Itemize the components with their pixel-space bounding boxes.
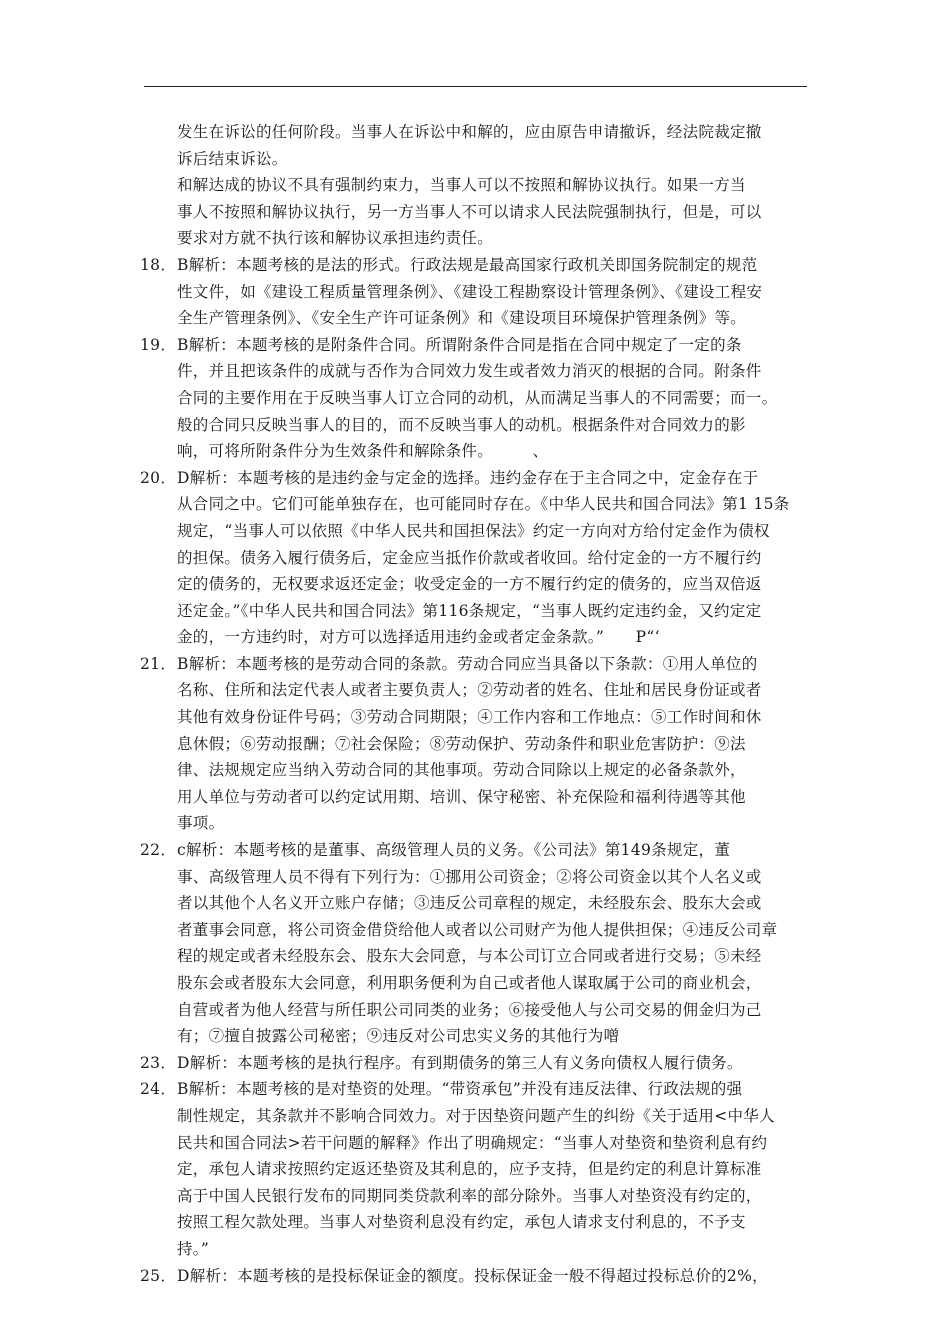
text-line: 事项。 (177, 814, 225, 833)
text-line: 按照工程欠款处理。当事人对垫资利息没有约定，承包人请求支付利息的，不予支 (177, 1213, 746, 1232)
text-line: 股东会或者股东大会同意，利用职务便利为自己或者他人谋取属于公司的商业机会， (177, 974, 762, 992)
text-line: 般的合同只反映当事人的目的，而不反映当事人的动机。根据条件对合同效力的影 (177, 415, 746, 434)
text-line: 从合同之中。它们可能单独存在，也可能同时存在。《中华人民共和国合同法》第1 15条 (177, 495, 790, 514)
text-line: 全生产管理条例》、《安全生产许可证条例》和《建设项目环境保护管理条例》等。 (177, 309, 747, 328)
text-line: 诉后结束诉讼。 (177, 149, 288, 168)
text-line: 者以其他个人名义开立账户存储；③违反公司章程的规定，未经股东会、股东大会或 (177, 894, 762, 913)
text-line: 性文件，如《建设工程质量管理条例》、《建设工程勘察设计管理条例》、《建设工程安 (177, 282, 763, 301)
text-line: 其他有效身份证件号码；③劳动合同期限；④工作内容和工作地点：⑤工作时间和休 (177, 708, 762, 727)
text-line: 件，并且把该条件的成就与否作为合同效力发生或者效力消灭的根据的合同。附条件 (177, 362, 762, 381)
item-number: 18． (140, 255, 177, 274)
text-line: 合同的主要作用在于反映当事人订立合同的动机，从而满足当事人的不同需要；而一。 (177, 388, 778, 407)
item-number: 24． (140, 1080, 177, 1099)
item-number: 23． (140, 1053, 177, 1072)
text-line: B解析：本题考核的是法的形式。行政法规是最高国家行政机关即国务院制定的规范 (177, 255, 758, 274)
text-line: 事人不按照和解协议执行，另一方当事人不可以请求人民法院强制执行，但是，可以 (177, 202, 762, 221)
text-line: 制性规定，其条款并不影响合同效力。对于因垫资问题产生的纠纷《关于适用<中华人 (177, 1106, 775, 1125)
answer-item-23 (140, 1050, 820, 1077)
text-line: 和解达成的协议不具有强制约束力，当事人可以不按照和解协议执行。如果一方当 (177, 176, 746, 195)
text-line: 事、高级管理人员不得有下列行为：①挪用公司资金；②将公司资金以其个人名义或 (177, 867, 762, 886)
text-line: 自营或者为他人经营与所任职公司同类的业务；⑥接受他人与公司交易的佣金归为己 (177, 1000, 762, 1019)
text-line: 规定，“当事人可以依照《中华人民共和国担保法》约定一方向对方给付定金作为债权 (177, 521, 770, 540)
answer-item-21 (140, 651, 820, 678)
item-number: 25． (140, 1266, 177, 1285)
text-line: 定，承包人请求按照约定返还垫资及其利息的，应予支持，但是约定的利息计算标准 (177, 1160, 762, 1179)
text-line: 要求对方就不执行该和解协议承担违约责任。 (177, 229, 494, 248)
text-line: B解析：本题考核的是附条件合同。所谓附条件合同是指在合同中规定了一定的条 (177, 335, 742, 354)
header-rule (144, 86, 807, 87)
text-line: 高于中国人民银行发布的同期同类贷款利率的部分除外。当事人对垫资没有约定的， (177, 1186, 762, 1205)
text-line: 律、法规规定应当纳入劳动合同的其他事项。劳动合同除以上规定的必备条款外， (177, 761, 746, 780)
text-line: B解析：本题考核的是对垫资的处理。“带资承包”并没有违反法律、行政法规的强 (177, 1080, 743, 1099)
text-line: B解析：本题考核的是劳动合同的条款。劳动合同应当具备以下条款：①用人单位的 (177, 654, 758, 673)
text-line: 者董事会同意，将公司资金借贷给他人或者以公司财产为他人提供担保；④违反公司章 (177, 920, 778, 939)
answer-item-24 (140, 1076, 820, 1103)
text-line: 民共和国合同法>若干问题的解释》作出了明确规定：“当事人对垫资和垫资利息有约 (177, 1133, 768, 1152)
answer-text (140, 119, 820, 1289)
text-line: 持。” (177, 1239, 210, 1258)
answer-item-25 (140, 1263, 820, 1290)
text-line: c解析：本题考核的是董事、高级管理人员的义务。《公司法》第149条规定，董 (177, 841, 731, 860)
item-number: 21． (140, 654, 177, 673)
item-number: 19． (140, 335, 177, 354)
text-line: 响，可将所附条件分为生效条件和解除条件。 、 (177, 442, 549, 461)
item-number: 20． (140, 468, 177, 487)
text-line: 有；⑦擅自披露公司秘密；⑨违反对公司忠实义务的其他行为噌 (177, 1027, 620, 1046)
text-line: 的担保。债务入履行债务后，定金应当抵作价款或者收回。给付定金的一方不履行约 (177, 548, 762, 567)
text-line: 金的，一方违约时，对方可以选择适用违约金或者定金条款。” P“‘ (177, 628, 660, 647)
text-line: 定的债务的，无权要求返还定金；收受定金的一方不履行约定的债务的，应当双倍返 (177, 575, 762, 594)
text-line: 息休假；⑥劳动报酬；⑦社会保险；⑧劳动保护、劳动条件和职业危害防护：⑨法 (177, 734, 746, 753)
text-line: 名称、住所和法定代表人或者主要负责人；②劳动者的姓名、住址和居民身份证或者 (177, 681, 762, 700)
text-line: D解析：本题考核的是违约金与定金的选择。违约金存在于主合同之中，定金存在于 (177, 468, 759, 487)
answer-item-19 (140, 332, 820, 359)
text-line: D解析：本题考核的是投标保证金的额度。投标保证金一般不得超过投标总价的2%， (177, 1266, 768, 1285)
text-line: 用人单位与劳动者可以约定试用期、培训、保守秘密、补充保险和福利待遇等其他 (177, 787, 746, 806)
text-line: 发生在诉讼的任何阶段。当事人在诉讼中和解的，应由原告申请撤诉，经法院裁定撤 (177, 123, 762, 141)
item-number: 22． (140, 841, 177, 860)
answer-item-20 (140, 465, 820, 492)
answer-item-22 (140, 837, 820, 864)
text-line: D解析：本题考核的是执行程序。有到期债务的第三人有义务向债权人履行债务。 (177, 1053, 743, 1072)
text-line: 还定金。”《中华人民共和国合同法》第116条规定，“当事人既约定违约金，又约定定 (177, 601, 762, 620)
answer-item-18 (140, 252, 820, 279)
text-line: 程的规定或者未经股东会、股东大会同意，与本公司订立合同或者进行交易；⑤未经 (177, 947, 762, 966)
